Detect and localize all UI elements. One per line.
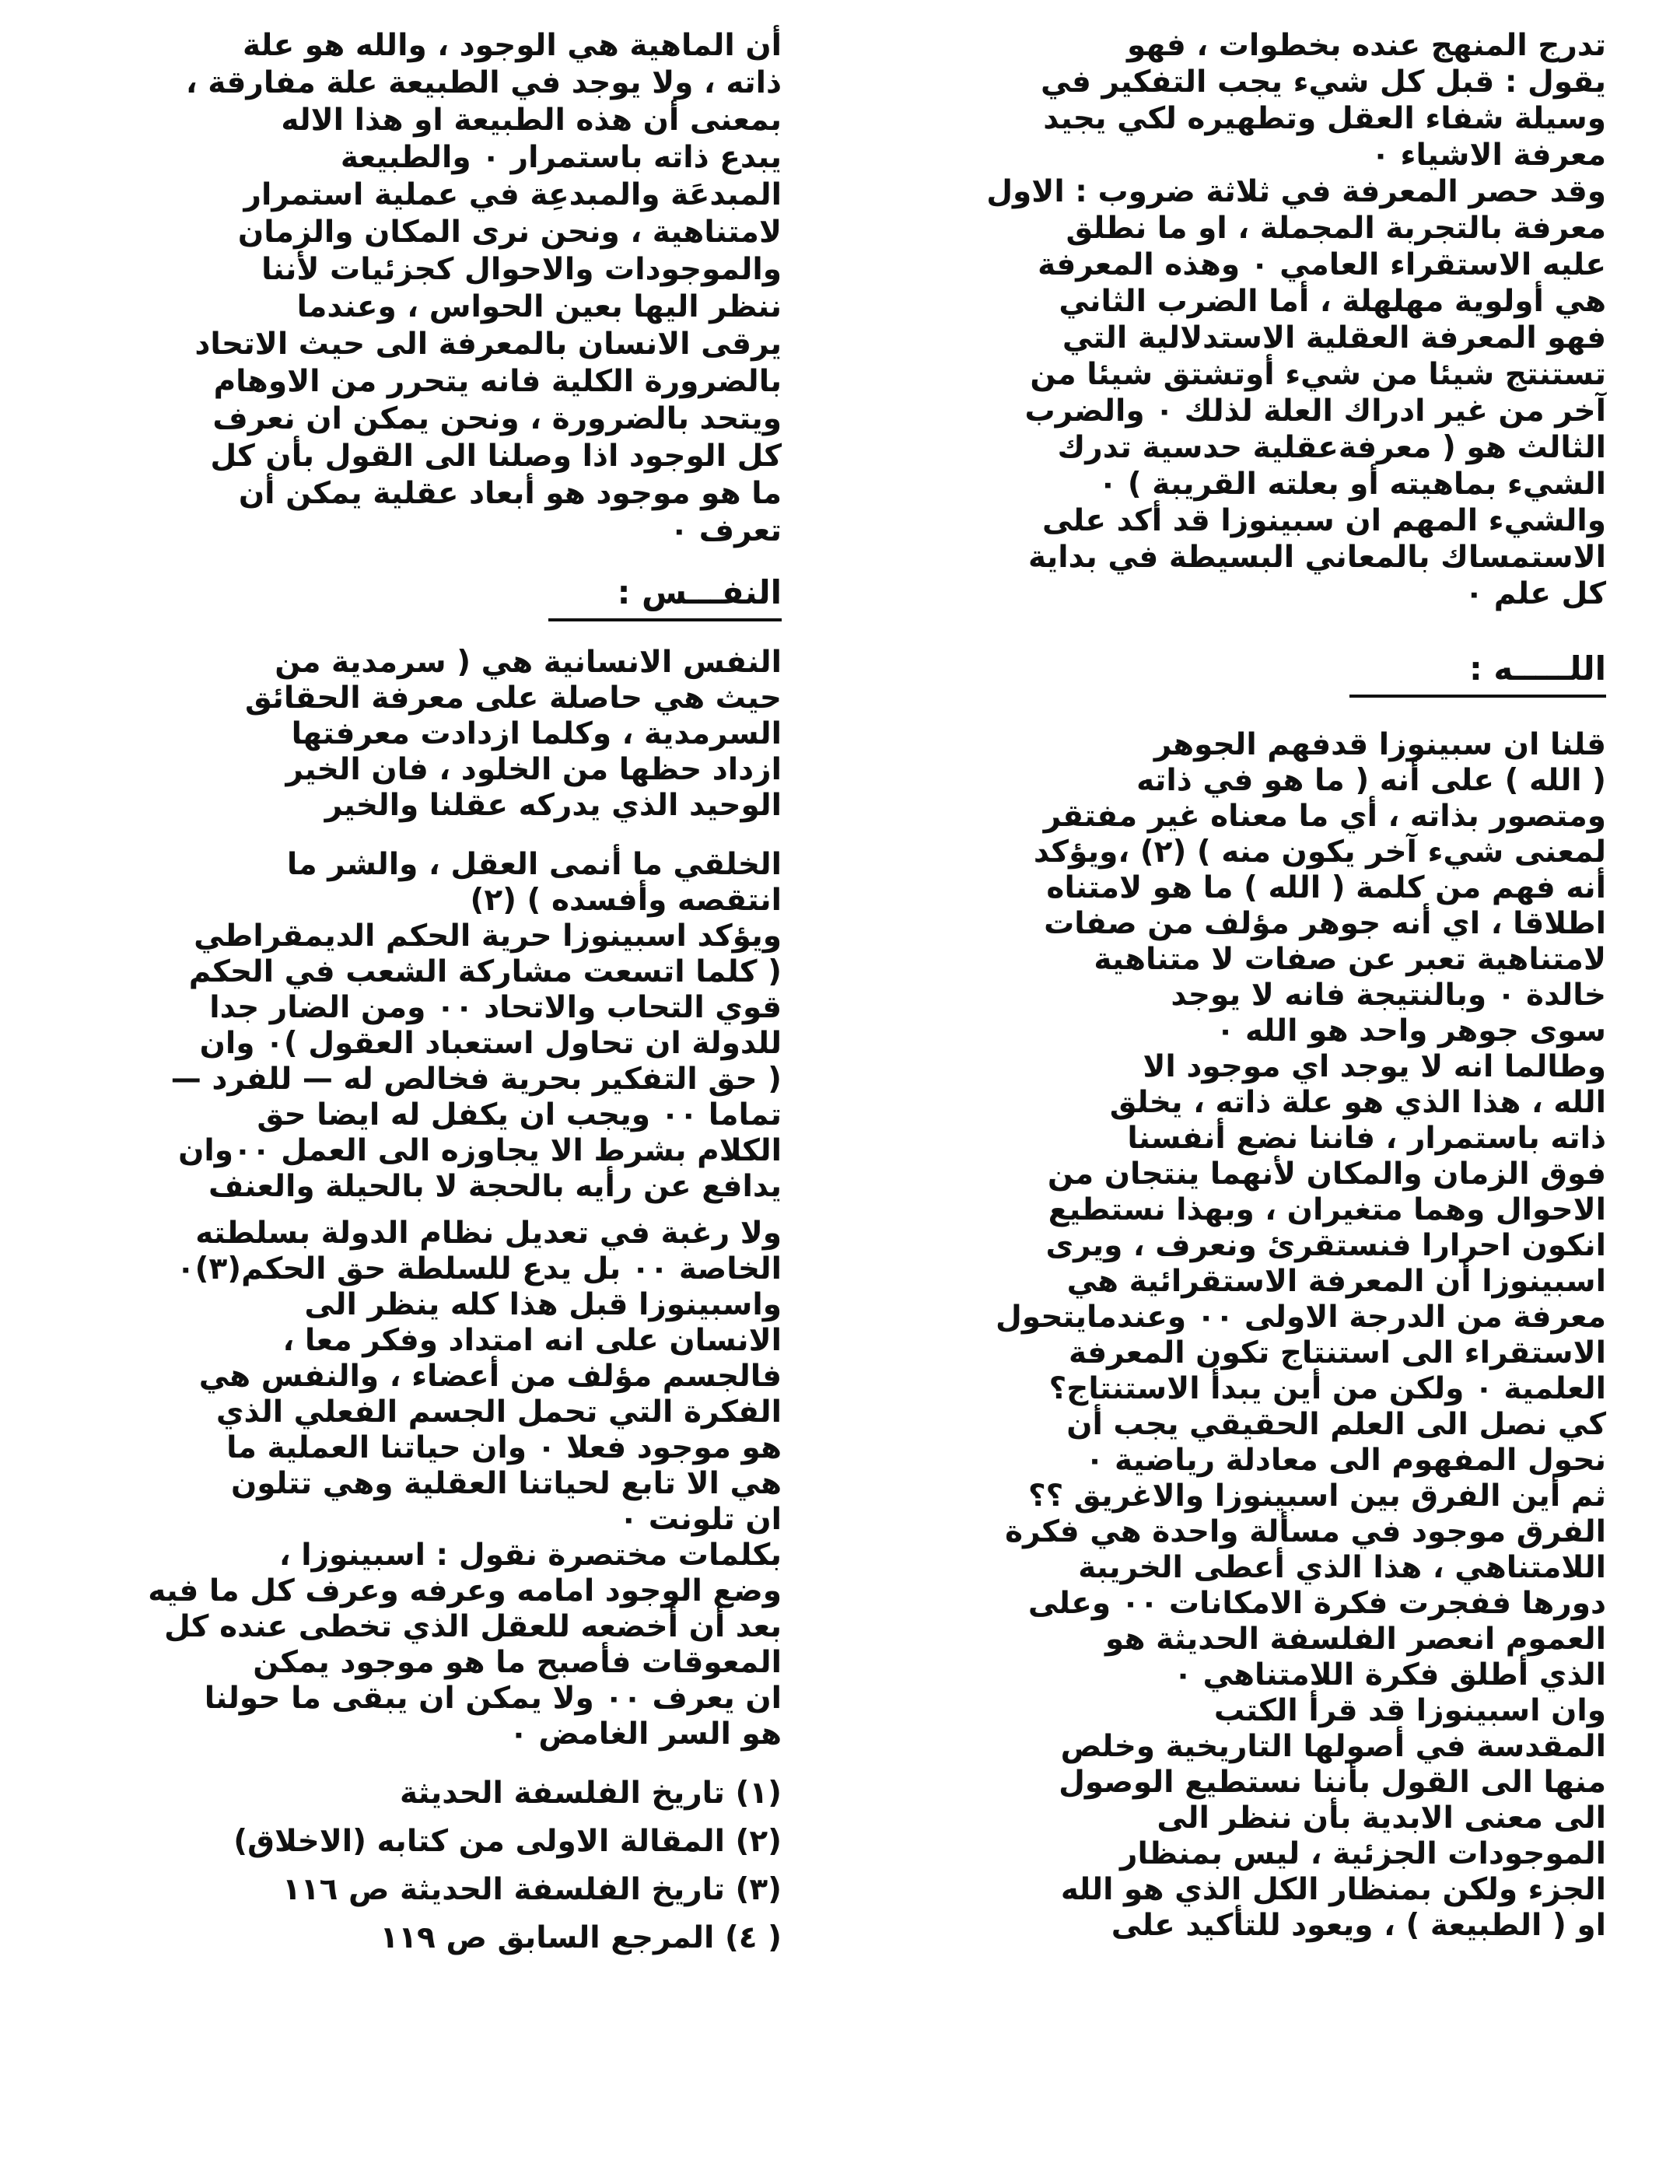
text-line: الموجودات الجزئية ، ليس بمنظار — [1120, 1836, 1606, 1871]
heading-underline — [1349, 695, 1606, 698]
text-line: انكون احرارا فنستقرئ ونعرف ، ويرى — [1045, 1228, 1606, 1263]
text-line: أنه فهم من كلمة ( الله ) ما هو لامتناه — [1046, 870, 1606, 905]
text-line: ويتحد بالضرورة ، ونحن يمكن ان نعرف — [212, 401, 782, 436]
footnote-line: ( ٤) المرجع السابق ص ١١٩ — [380, 1920, 782, 1955]
text-line: هي أولوية مهلهلة ، أما الضرب الثاني — [1059, 284, 1606, 319]
left-body-paragraph-b — [74, 847, 782, 1205]
text-line: وقد حصر المعرفة في ثلاثة ضروب : الاول — [986, 174, 1606, 209]
text-line: ولا رغبة في تعديل نظام الدولة بسلطته — [195, 1216, 782, 1251]
heading-underline — [548, 618, 782, 621]
text-line: الذي أطلق فكرة اللامتناهي ٠ — [1174, 1657, 1606, 1692]
text-line: النفس الانسانية هي ( سرمدية من — [275, 645, 782, 680]
text-line: منها الى القول بأننا نستطيع الوصول — [1059, 1765, 1606, 1800]
text-line: يبدع ذاته باستمرار ٠ والطبيعة — [340, 140, 782, 175]
text-line: واسبينوزا قبل هذا كله ينظر الى — [304, 1287, 782, 1322]
text-line: بكلمات مختصرة نقول : اسبينوزا ، — [278, 1538, 782, 1573]
text-line: الكلام بشرط الا يجاوزه الى العمل ٠٠وان — [178, 1133, 782, 1168]
text-line: معرفة من الدرجة الاولى ٠٠ وعندمايتحول — [996, 1300, 1606, 1335]
left-text-column — [74, 27, 782, 1962]
text-line: عليه الاستقراء العامي ٠ وهذه المعرفة — [1038, 247, 1606, 282]
text-line: الوحيد الذي يدركه عقلنا والخير — [324, 788, 782, 823]
text-line: لامتناهية تعبر عن صفات لا متناهية — [1094, 942, 1606, 977]
text-line: ومتصور بذاته ، أي ما معناه غير مفتقر — [1043, 799, 1606, 834]
text-line: الله ، هذا الذي هو علة ذاته ، يخلق — [1109, 1085, 1606, 1120]
right-intro-paragraph — [879, 27, 1606, 612]
text-line: يدافع عن رأيه بالحجة لا بالحيلة والعنف — [208, 1169, 782, 1204]
text-line: خالدة ٠ وبالنتيجة فانه لا يوجد — [1171, 978, 1606, 1013]
text-line: معرفة بالتجربة المجملة ، او ما نطلق — [1066, 211, 1606, 246]
text-line: حيث هي حاصلة على معرفة الحقائق — [245, 681, 782, 716]
text-line: العموم انعصر الفلسفة الحديثة هو — [1105, 1622, 1606, 1657]
text-line: وطالما انه لا يوجد اي موجود الا — [1143, 1049, 1606, 1084]
text-line: لمعنى شيء آخر يكون منه ) (٢) ،ويؤكد — [1033, 835, 1606, 870]
left-body-paragraph-a — [74, 645, 782, 824]
text-line: المقدسة في أصولها التاريخية وخلص — [1060, 1729, 1606, 1764]
text-line: يرقى الانسان بالمعرفة الى حيث الاتحاد — [194, 327, 782, 362]
text-line: دورها ففجرت فكرة الامكانات ٠٠ وعلى — [1027, 1586, 1606, 1621]
text-line: ( حق التفكير بحرية فخالص له — للفرد — — [170, 1062, 782, 1097]
text-line: الخلقي ما أنمى العقل ، والشر ما — [286, 847, 782, 882]
text-line: هي الا تابع لحياتنا العقلية وهي تتلون — [230, 1466, 782, 1501]
text-line: الاحوال وهما متغيران ، وبهذا نستطيع — [1048, 1192, 1606, 1227]
text-line: هو موجود فعلا ٠ وان حياتنا العملية ما — [226, 1430, 782, 1465]
text-line: ازداد حظها من الخلود ، فان الخير — [285, 752, 782, 787]
text-line: وضع الوجود امامه وعرفه وعرف كل ما فيه — [148, 1573, 782, 1608]
text-line: بالضرورة الكلية فانه يتحرر من الاوهام — [213, 364, 782, 399]
text-line: يقول : قبل كل شيء يجب التفكير في — [1040, 65, 1606, 100]
text-line: انتقصه وأفسده ) (٢) — [470, 883, 782, 918]
text-line: ( الله ) على أنه ( ما هو في ذاته — [1136, 763, 1606, 798]
footnote-line: (٢) المقالة الاولى من كتابه (الاخلاق) — [233, 1824, 782, 1859]
text-line: كل الوجود اذا وصلنا الى القول بأن كل — [210, 439, 782, 474]
text-line: فهو المعرفة العقلية الاستدلالية التي — [1062, 320, 1606, 355]
text-line: وان اسبينوزا قد قرأ الكتب — [1213, 1693, 1606, 1728]
text-line: ويؤكد اسبينوزا حرية الحكم الديمقراطي — [194, 919, 782, 954]
text-line: كي نصل الى العلم الحقيقي يجب أن — [1066, 1407, 1606, 1442]
text-line: اطلاقا ، اي أنه جوهر مؤلف من صفات — [1044, 906, 1606, 941]
text-line: المبدعَة والمبدعِة في عملية استمرار — [243, 177, 782, 212]
text-line: سوى جوهر واحد هو الله ٠ — [1216, 1013, 1606, 1048]
text-line: نحول المفهوم الى معادلة رياضية ٠ — [1085, 1443, 1606, 1478]
text-line: الفكرة التي تحمل الجسم الفعلي الذي — [215, 1395, 782, 1430]
text-line: ان يعرف ٠٠ ولا يمكن ان يبقى ما حولنا — [204, 1681, 782, 1716]
text-line: ان تلونت ٠ — [619, 1502, 782, 1537]
text-line: كل علم ٠ — [1465, 576, 1606, 611]
text-line: قلنا ان سبينوزا قدفهم الجوهر — [1153, 727, 1606, 762]
text-line: ذاته ، ولا يوجد في الطبيعة علة مفارقة ، — [185, 65, 782, 100]
text-line: ثم أين الفرق بين اسبينوزا والاغريق ؟؟ — [1027, 1479, 1606, 1514]
text-line: آخر من غير ادراك العلة لذلك ٠ والضرب — [1024, 394, 1606, 429]
text-line: الانسان على انه امتداد وفكر معا ، — [282, 1323, 782, 1358]
text-line: ( كلما اتسعت مشاركة الشعب في الحكم — [188, 954, 782, 989]
text-line: الاستقراء الى استنتاج تكون المعرفة — [1068, 1335, 1606, 1370]
footnotes — [74, 1769, 782, 1962]
footnote-line: (٣) تاريخ الفلسفة الحديثة ص ١١٦ — [282, 1872, 782, 1907]
text-line: الى معنى الابدية بأن ننظر الى — [1157, 1801, 1606, 1836]
text-line: والموجودات والاحوال كجزئيات لأننا — [261, 252, 782, 287]
text-line: والشيء المهم ان سبينوزا قد أكد على — [1042, 503, 1606, 538]
text-line: تماما ٠٠ ويجب ان يكفل له ايضا حق — [257, 1097, 782, 1132]
text-line: لامتناهية ، ونحن نرى المكان والزمان — [237, 215, 782, 250]
text-line: بمعنى أن هذه الطبيعة او هذا الاله — [281, 103, 782, 138]
text-line: الثالث هو ( معرفةعقلية حدسية تدرك — [1057, 430, 1606, 465]
text-line: أن الماهية هي الوجود ، والله هو علة — [243, 28, 782, 63]
text-line: ذاته باستمرار ، فاننا نضع أنفسنا — [1127, 1121, 1606, 1156]
text-line: الخاصة ٠٠ بل يدع للسلطة حق الحكم(٣)٠ — [176, 1251, 782, 1286]
text-line: معرفة الاشياء ٠ — [1371, 138, 1606, 173]
text-line: او ( الطبيعة ) ، ويعود للتأكيد على — [1111, 1908, 1606, 1943]
text-line: اللامتناهي ، هذا الذي أعطى الخريبة — [1078, 1550, 1606, 1585]
right-text-column — [879, 27, 1606, 1944]
text-line: السرمدية ، وكلما ازدادت معرفتها — [291, 716, 782, 751]
text-line: الشيء بماهيته أو بعلته القريبة ) ٠ — [1098, 467, 1606, 502]
text-line: قوي التحاب والاتحاد ٠٠ ومن الضار جدا — [209, 990, 782, 1025]
text-line: تعرف ٠ — [670, 513, 782, 548]
text-line: العلمية ٠ ولكن من أين يبدأ الاستنتاج؟ — [1048, 1371, 1606, 1406]
section-heading-god: اللـــــه : — [1469, 649, 1606, 688]
footnote-line: (١) تاريخ الفلسفة الحديثة — [400, 1776, 782, 1811]
text-line: هو السر الغامض ٠ — [509, 1717, 782, 1752]
section-heading-soul: النفـــس : — [617, 573, 782, 611]
text-line: فالجسم مؤلف من أعضاء ، والنفس هي — [198, 1359, 782, 1394]
text-line: للدولة ان تحاول استعباد العقول )٠ وان — [199, 1026, 782, 1061]
text-line: تستنتج شيئا من شيء أوتشتق شيئا من — [1030, 357, 1606, 392]
text-line: ننظر اليها بعين الحواس ، وعندما — [296, 289, 782, 324]
text-line: الاستمساك بالمعاني البسيطة في بداية — [1027, 540, 1606, 575]
left-intro-paragraph — [74, 27, 782, 550]
text-line: الفرق موجود في مسألة واحدة هي فكرة — [1005, 1514, 1606, 1549]
text-line: بعد أن أخضعه للعقل الذي تخطى عنده كل — [164, 1609, 782, 1644]
text-line: وسيلة شفاء العقل وتطهيره لكي يجيد — [1043, 101, 1606, 136]
text-line: ما هو موجود هو أبعاد عقلية يمكن أن — [238, 476, 782, 511]
text-line: الجزء ولكن بمنظار الكل الذي هو الله — [1060, 1872, 1606, 1907]
text-line: تدرج المنهج عنده بخطوات ، فهو — [1127, 28, 1606, 63]
text-line: فوق الزمان والمكان لأنهما ينتجان من — [1047, 1157, 1606, 1192]
text-line: اسبينوزا أن المعرفة الاستقرائية هي — [1066, 1264, 1606, 1299]
text-line: المعوقات فأصبح ما هو موجود يمكن — [253, 1645, 782, 1680]
left-body-paragraph-c — [74, 1216, 782, 1752]
right-body-paragraph — [879, 727, 1606, 1944]
